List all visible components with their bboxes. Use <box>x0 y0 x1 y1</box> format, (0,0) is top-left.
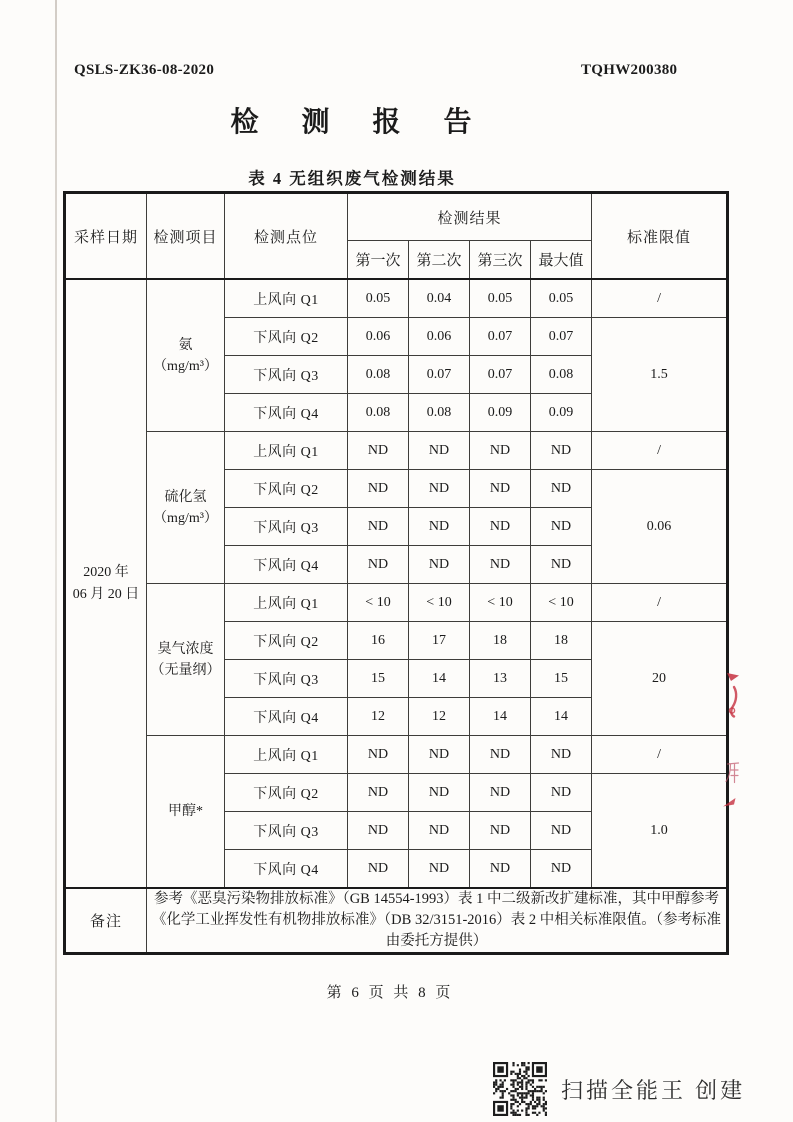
result-cell: 18 <box>470 622 531 660</box>
location-cell: 下风向 Q4 <box>225 850 348 889</box>
remark-row <box>65 888 728 954</box>
result-cell: ND <box>348 470 409 508</box>
result-cell: ND <box>409 736 470 774</box>
table-header <box>65 193 728 280</box>
result-cell: ND <box>531 432 592 470</box>
remark-label: 备注 <box>65 888 147 954</box>
result-cell: ND <box>470 736 531 774</box>
result-cell: ND <box>348 774 409 812</box>
results-table <box>63 191 729 955</box>
location-cell: 下风向 Q3 <box>225 356 348 394</box>
result-cell: 15 <box>531 660 592 698</box>
result-cell: 0.08 <box>409 394 470 432</box>
limit-downwind-cell: 20 <box>592 622 728 736</box>
result-cell: 0.05 <box>531 279 592 318</box>
result-cell: ND <box>409 546 470 584</box>
sampling-date-cell: 2020 年 06 月 20 日 <box>65 279 147 888</box>
scanner-watermark <box>493 1062 745 1116</box>
result-cell: ND <box>348 812 409 850</box>
header-test-result: 检测结果 <box>348 193 592 241</box>
result-cell: 12 <box>348 698 409 736</box>
header-run-3: 第三次 <box>470 241 531 280</box>
result-cell: 12 <box>409 698 470 736</box>
result-cell: ND <box>470 470 531 508</box>
qr-code-icon <box>493 1062 547 1116</box>
test-item-cell: 氨 （mg/m³） <box>147 279 225 432</box>
scanner-watermark-text: 扫描全能王 创建 <box>561 1077 746 1103</box>
remark-section <box>65 888 728 954</box>
limit-upwind-cell: / <box>592 279 728 318</box>
data-row <box>65 584 728 622</box>
result-cell: 0.04 <box>409 279 470 318</box>
result-cell: ND <box>348 736 409 774</box>
result-cell: ND <box>531 546 592 584</box>
result-cell: 0.07 <box>470 318 531 356</box>
header-row-1 <box>65 193 728 241</box>
location-cell: 下风向 Q2 <box>225 622 348 660</box>
result-cell: ND <box>531 508 592 546</box>
result-cell: 0.06 <box>409 318 470 356</box>
header-run-4: 最大值 <box>531 241 592 280</box>
limit-downwind-cell: 1.5 <box>592 318 728 432</box>
result-cell: ND <box>409 470 470 508</box>
header-standard-limit: 标准限值 <box>592 193 728 280</box>
result-cell: 0.06 <box>348 318 409 356</box>
header-run-1: 第一次 <box>348 241 409 280</box>
result-cell: 0.07 <box>531 318 592 356</box>
result-cell: 0.08 <box>531 356 592 394</box>
result-cell: 17 <box>409 622 470 660</box>
result-cell: ND <box>531 774 592 812</box>
stamp-fragment-wedge-top <box>727 673 739 681</box>
result-cell: 0.07 <box>409 356 470 394</box>
result-cell: 0.07 <box>470 356 531 394</box>
result-cell: < 10 <box>409 584 470 622</box>
header-test-location: 检测点位 <box>225 193 348 280</box>
location-cell: 下风向 Q2 <box>225 774 348 812</box>
location-cell: 下风向 Q3 <box>225 508 348 546</box>
result-cell: 0.05 <box>470 279 531 318</box>
result-cell: 14 <box>531 698 592 736</box>
limit-upwind-cell: / <box>592 736 728 774</box>
location-cell: 下风向 Q4 <box>225 698 348 736</box>
result-cell: ND <box>470 432 531 470</box>
location-cell: 上风向 Q1 <box>225 432 348 470</box>
location-cell: 上风向 Q1 <box>225 584 348 622</box>
result-cell: ND <box>531 736 592 774</box>
location-cell: 下风向 Q2 <box>225 318 348 356</box>
result-cell: 0.09 <box>531 394 592 432</box>
result-cell: 14 <box>470 698 531 736</box>
stamp-fragment-wedge-bottom <box>723 798 736 807</box>
result-cell: ND <box>470 774 531 812</box>
limit-upwind-cell: / <box>592 432 728 470</box>
location-cell: 下风向 Q4 <box>225 394 348 432</box>
result-cell: ND <box>470 850 531 889</box>
result-cell: < 10 <box>470 584 531 622</box>
data-row <box>65 432 728 470</box>
header-sampling-date: 采样日期 <box>65 193 147 280</box>
location-cell: 上风向 Q1 <box>225 736 348 774</box>
data-row <box>65 736 728 774</box>
result-cell: ND <box>348 546 409 584</box>
remark-text: 参考《恶臭污染物排放标准》（GB 14554-1993）表 1 中二级新改扩建标准，其中甲醇参考《化学工业挥发性有机物排放标准》（DB 32/3151-2016）表 2 中相关标准限值。（参考标准由委托方提供） <box>147 888 728 954</box>
result-cell: 16 <box>348 622 409 660</box>
location-cell: 下风向 Q2 <box>225 470 348 508</box>
test-item-cell: 臭气浓度 （无量纲） <box>147 584 225 736</box>
result-cell: ND <box>409 432 470 470</box>
header-run-2: 第二次 <box>409 241 470 280</box>
result-cell: < 10 <box>531 584 592 622</box>
result-cell: ND <box>531 812 592 850</box>
result-cell: ND <box>470 508 531 546</box>
result-cell: 0.08 <box>348 356 409 394</box>
stamp-fragment-character <box>726 763 739 783</box>
result-cell: ND <box>531 850 592 889</box>
result-cell: ND <box>409 774 470 812</box>
result-cell: 18 <box>531 622 592 660</box>
doc-code-left: QSLS-ZK36-08-2020 <box>74 62 215 78</box>
red-stamp-fragments <box>710 660 750 820</box>
limit-upwind-cell: / <box>592 584 728 622</box>
result-cell: 13 <box>470 660 531 698</box>
result-cell: ND <box>348 508 409 546</box>
location-cell: 下风向 Q3 <box>225 812 348 850</box>
result-cell: < 10 <box>348 584 409 622</box>
test-item-cell: 硫化氢 （mg/m³） <box>147 432 225 584</box>
result-cell: 14 <box>409 660 470 698</box>
page-number: 第 6 页 共 8 页 <box>326 985 454 1001</box>
result-cell: ND <box>348 432 409 470</box>
result-cell: ND <box>470 546 531 584</box>
limit-downwind-cell: 1.0 <box>592 774 728 889</box>
result-cell: ND <box>409 508 470 546</box>
doc-code-right: TQHW200380 <box>581 62 678 78</box>
limit-downwind-cell: 0.06 <box>592 470 728 584</box>
result-cell: 15 <box>348 660 409 698</box>
location-cell: 下风向 Q4 <box>225 546 348 584</box>
location-cell: 下风向 Q3 <box>225 660 348 698</box>
result-cell: 0.08 <box>348 394 409 432</box>
test-item-cell: 甲醇* <box>147 736 225 889</box>
data-row <box>65 279 728 318</box>
report-title: 检 测 报 告 <box>230 107 490 138</box>
result-cell: ND <box>348 850 409 889</box>
result-cell: ND <box>470 812 531 850</box>
result-cell: ND <box>531 470 592 508</box>
table-caption: 表 4 无组织废气检测结果 <box>248 169 456 188</box>
result-cell: ND <box>409 812 470 850</box>
result-cell: 0.09 <box>470 394 531 432</box>
location-cell: 上风向 Q1 <box>225 279 348 318</box>
result-cell: ND <box>409 850 470 889</box>
header-test-item: 检测项目 <box>147 193 225 280</box>
table-body <box>65 279 728 888</box>
result-cell: 0.05 <box>348 279 409 318</box>
